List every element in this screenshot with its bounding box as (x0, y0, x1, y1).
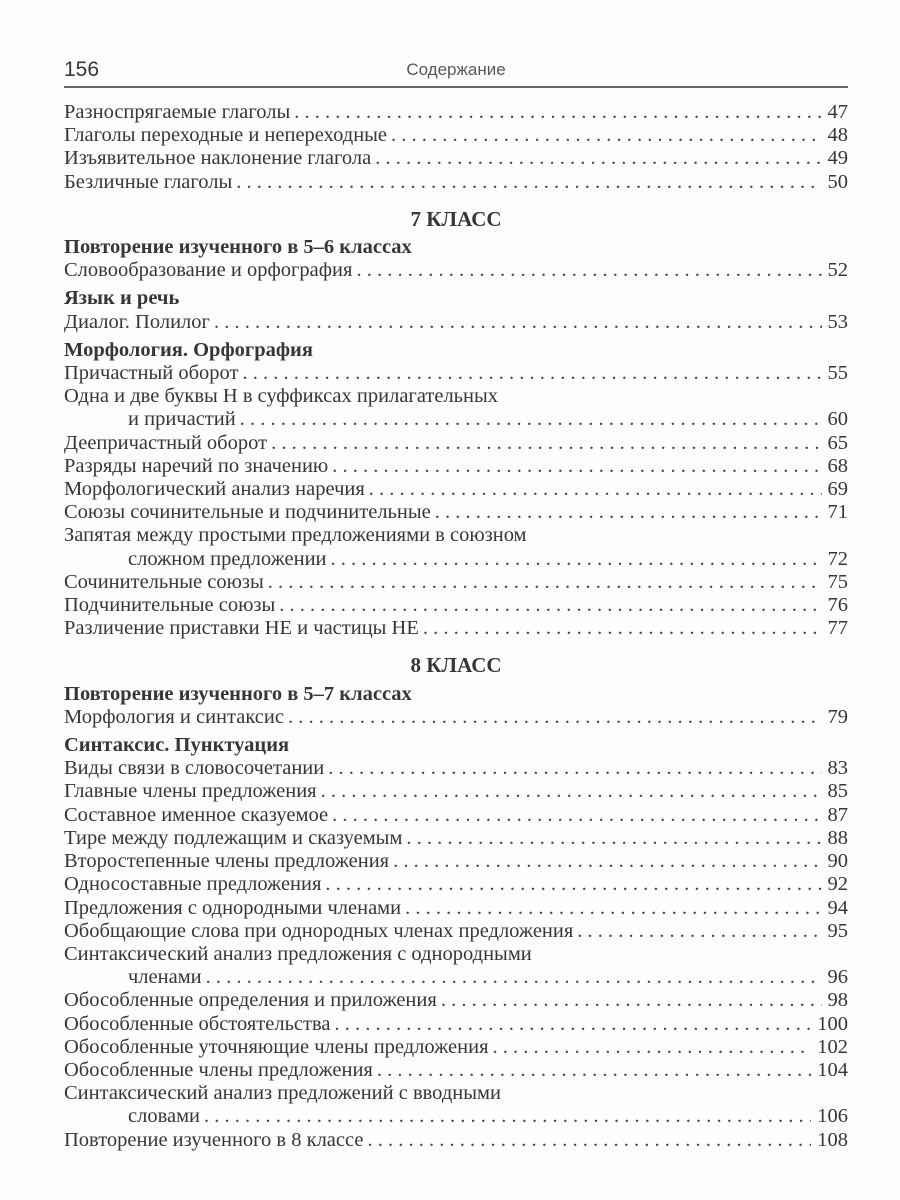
entry-page-number: 102 (817, 1035, 848, 1058)
toc-entry[interactable] (64, 455, 848, 478)
toc-entry[interactable] (64, 385, 848, 431)
toc-entry[interactable] (64, 124, 848, 147)
dot-leader (294, 101, 821, 124)
dot-leader (321, 780, 822, 803)
entry-line (64, 1036, 848, 1059)
entry-page-number: 53 (827, 310, 848, 333)
entry-line (64, 706, 848, 729)
toc-entry[interactable] (64, 706, 848, 729)
entry-page-number: 68 (827, 454, 848, 477)
entry-line (64, 757, 848, 780)
running-title: Содержание (406, 60, 506, 79)
toc-entry[interactable] (64, 1082, 848, 1128)
entry-line (64, 920, 848, 943)
dot-leader (405, 897, 821, 920)
entry-page-number: 69 (827, 478, 848, 501)
dot-leader (206, 966, 822, 989)
entry-title: Обособленные члены предложения (64, 1058, 373, 1081)
entry-line (64, 147, 848, 170)
toc-group (64, 734, 848, 1152)
entry-line (64, 780, 848, 803)
toc-section (64, 208, 848, 641)
entry-title: Подчинительные союзы (64, 594, 276, 617)
toc-entry[interactable] (64, 617, 848, 640)
entry-title: Виды связи в словосочетании (64, 757, 325, 780)
dot-leader (369, 478, 822, 501)
entry-title-continuation: словами (128, 1105, 201, 1128)
toc-entry[interactable] (64, 101, 848, 124)
entry-page-number: 95 (827, 919, 848, 942)
entry-title: Обособленные уточняющие члены предложения (64, 1035, 489, 1058)
group-title: Морфология. Орфография (64, 338, 313, 361)
toc-entry[interactable] (64, 897, 848, 920)
toc-entry[interactable] (64, 804, 848, 827)
toc-entry[interactable] (64, 259, 848, 282)
entry-line (64, 966, 848, 989)
entry-title: Изъявительное наклонение глагола (64, 147, 372, 170)
toc-entry[interactable] (64, 1013, 848, 1036)
entry-title: Разряды наречий по значению (64, 454, 329, 477)
page-number: 156 (64, 58, 100, 81)
entry-line (64, 259, 848, 282)
toc-entry[interactable] (64, 432, 848, 455)
toc-entry[interactable] (64, 171, 848, 194)
section-heading: 7 КЛАСС (410, 206, 502, 231)
dot-leader (493, 1036, 812, 1059)
entry-line (64, 101, 848, 124)
entry-page-number: 94 (827, 896, 848, 919)
entry-page-number: 76 (827, 594, 848, 617)
entry-page-number: 83 (827, 757, 848, 780)
dot-leader (279, 594, 821, 617)
entry-line (64, 1059, 848, 1082)
entry-title-continuation: членами (128, 966, 202, 989)
toc-group (64, 683, 848, 729)
entry-title: Обобщающие слова при однородных членах предложения (64, 919, 574, 942)
entry-line (64, 548, 848, 571)
entry-page-number: 55 (827, 362, 848, 385)
entry-line (64, 171, 848, 194)
toc-entry[interactable] (64, 1036, 848, 1059)
entry-line (64, 311, 848, 334)
dot-leader (268, 571, 822, 594)
entry-line (64, 1105, 848, 1128)
dot-leader (240, 408, 822, 431)
entry-page-number: 96 (827, 966, 848, 989)
entry-line (64, 478, 848, 501)
entry-page-number: 104 (817, 1058, 848, 1081)
entry-title: Синтаксический анализ предложений с вводными (64, 1082, 501, 1105)
entry-line (64, 455, 848, 478)
entry-page-number: 79 (827, 705, 848, 728)
toc-entry[interactable] (64, 478, 848, 501)
toc-entry[interactable] (64, 1059, 848, 1082)
entry-title-continuation: и причастий (128, 408, 236, 431)
entry-line (64, 617, 848, 640)
toc-entry[interactable] (64, 594, 848, 617)
entry-page-number: 88 (827, 826, 848, 849)
entry-title: Одна и две буквы Н в суффиксах прилагательных (64, 385, 499, 408)
entry-page-number: 108 (817, 1128, 848, 1151)
toc-entry[interactable] (64, 1129, 848, 1152)
entry-title: Составное именное сказуемое (64, 803, 329, 826)
toc-entry[interactable] (64, 827, 848, 850)
toc-entry[interactable] (64, 780, 848, 803)
entry-title: Морфология и синтаксис (64, 705, 284, 728)
toc-entry[interactable] (64, 147, 848, 170)
entry-page-number: 90 (827, 850, 848, 873)
entry-title: Деепричастный оборот (64, 431, 268, 454)
dot-leader (332, 804, 821, 827)
dot-leader (435, 501, 822, 524)
entry-title: Различение приставки НЕ и частицы НЕ (64, 617, 419, 640)
entry-title: Тире между подлежащим и сказуемым (64, 826, 403, 849)
entry-line (64, 897, 848, 920)
entry-title: Запятая между простыми предложениями в союзном (64, 524, 527, 547)
page-header (64, 56, 848, 88)
entry-title: Второстепенные члены предложения (64, 850, 390, 873)
dot-leader (236, 171, 821, 194)
dot-leader (391, 124, 821, 147)
section-heading: 8 КЛАСС (410, 653, 502, 678)
entry-page-number: 65 (827, 431, 848, 454)
entry-page-number: 77 (827, 617, 848, 640)
entry-line (64, 827, 848, 850)
entry-title: Причастный оборот (64, 362, 239, 385)
toc-entry[interactable] (64, 571, 848, 594)
group-title: Повторение изученного в 5–6 классах (64, 236, 412, 259)
group-title: Синтаксис. Пунктуация (64, 734, 290, 757)
entry-line (64, 501, 848, 524)
dot-leader (406, 827, 821, 850)
entry-line (64, 1129, 848, 1152)
entry-title: Обособленные обстоятельства (64, 1012, 331, 1035)
dot-leader (393, 850, 821, 873)
dot-leader (332, 455, 821, 478)
group-title: Язык и речь (64, 287, 180, 310)
entry-page-number: 100 (817, 1012, 848, 1035)
entry-page-number: 60 (827, 408, 848, 431)
dot-leader (331, 548, 822, 571)
entry-title: Разноспрягаемые глаголы (64, 101, 291, 123)
entry-title: Союзы сочинительные и подчинительные (64, 501, 431, 524)
entry-title: Односоставные предложения (64, 873, 322, 896)
dot-leader (335, 1013, 812, 1036)
toc-group (64, 101, 848, 194)
entry-line (64, 594, 848, 617)
entry-title-continuation: сложном предложении (128, 547, 327, 570)
entry-line (64, 362, 848, 385)
entry-title: Морфологический анализ наречия (64, 478, 365, 501)
entry-title: Синтаксический анализ предложения с однородными (64, 942, 532, 965)
dot-leader (288, 706, 822, 729)
entry-line (64, 124, 848, 147)
dot-leader (328, 757, 821, 780)
toc-entry[interactable] (64, 311, 848, 334)
toc-entry[interactable] (64, 757, 848, 780)
entry-line (64, 432, 848, 455)
entry-title: Обособленные определения и приложения (64, 989, 437, 1012)
entry-title: Безличные глаголы (64, 170, 233, 193)
table-of-contents (64, 101, 848, 1152)
dot-leader (441, 989, 822, 1012)
entry-page-number: 47 (827, 101, 848, 123)
toc-section (64, 101, 848, 194)
toc-entry[interactable] (64, 362, 848, 385)
dot-leader (367, 1129, 811, 1152)
group-title: Повторение изученного в 5–7 классах (64, 682, 412, 705)
dot-leader (325, 873, 821, 896)
entry-page-number: 98 (827, 989, 848, 1012)
entry-title: Сочинительные союзы (64, 570, 264, 593)
entry-title: Предложения с однородными членами (64, 896, 402, 919)
entry-page-number: 87 (827, 803, 848, 826)
toc-entry[interactable] (64, 943, 848, 989)
dot-leader (375, 147, 821, 170)
entry-page-number: 85 (827, 780, 848, 803)
dot-leader (423, 617, 822, 640)
entry-title: Словообразование и орфография (64, 259, 353, 282)
entry-title: Глаголы переходные и непереходные (64, 124, 388, 147)
dot-leader (577, 920, 821, 943)
entry-line (64, 408, 848, 431)
entry-title: Повторение изученного в 8 классе (64, 1128, 364, 1151)
toc-entry[interactable] (64, 524, 848, 570)
entry-page-number: 52 (827, 259, 848, 282)
entry-line (64, 989, 848, 1012)
dot-leader (214, 311, 822, 334)
dot-leader (377, 1059, 811, 1082)
entry-page-number: 48 (827, 124, 848, 147)
entry-page-number: 71 (827, 501, 848, 524)
entry-page-number: 50 (827, 170, 848, 193)
toc-entry[interactable] (64, 989, 848, 1012)
entry-line (64, 873, 848, 896)
dot-leader (204, 1105, 811, 1128)
entry-title: Диалог. Полилог (64, 310, 210, 333)
entry-page-number: 72 (827, 547, 848, 570)
dot-leader (356, 259, 821, 282)
toc-group (64, 287, 848, 333)
entry-line (64, 804, 848, 827)
entry-line (64, 1013, 848, 1036)
toc-entry[interactable] (64, 920, 848, 943)
toc-entry[interactable] (64, 501, 848, 524)
dot-leader (242, 362, 821, 385)
toc-entry[interactable] (64, 850, 848, 873)
entry-page-number: 92 (827, 873, 848, 896)
entry-page-number: 49 (827, 147, 848, 170)
toc-group (64, 236, 848, 282)
toc-group (64, 339, 848, 641)
entry-page-number: 106 (817, 1105, 848, 1128)
toc-entry[interactable] (64, 873, 848, 896)
entry-line (64, 571, 848, 594)
toc-section (64, 654, 848, 1151)
entry-line (64, 850, 848, 873)
entry-page-number: 75 (827, 570, 848, 593)
dot-leader (271, 432, 821, 455)
entry-title: Главные члены предложения (64, 780, 317, 803)
